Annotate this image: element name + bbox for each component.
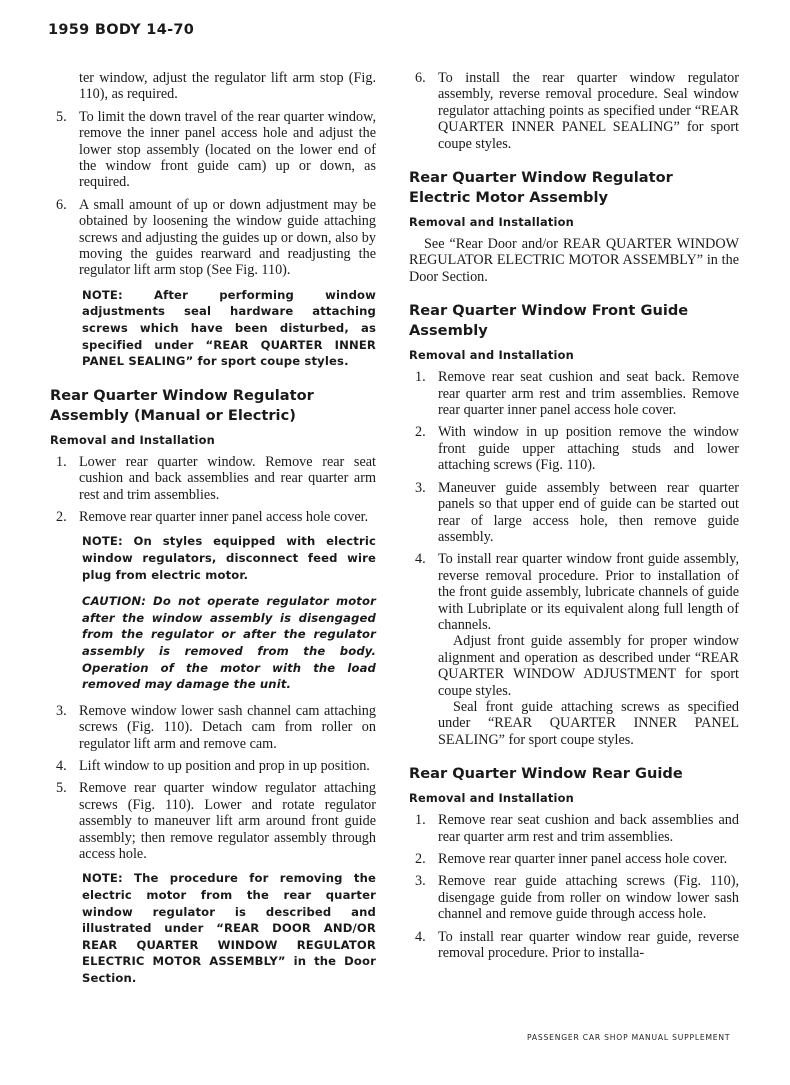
subsection-title: Removal and Installation [50,432,215,447]
list-item [409,551,739,633]
page-footer: PASSENGER CAR SHOP MANUAL SUPPLEMENT [527,1033,731,1042]
item-text: Remove window lower sash channel cam attaching screws (Fig. 110). Detach cam from roller on regulator lift arm and remove cam. [79,702,376,752]
item-text: Remove rear seat cushion and back assemblies and rear quarter arm rest and trim assemblies. [438,812,739,845]
list-item [50,109,376,191]
list-item [409,812,739,845]
item-text: Lower rear quarter window. Remove rear seat cushion and back assemblies and rear quarter arm rest and trim assemblies. [79,453,376,503]
item-number: 1. [415,812,426,829]
item-text: To limit the down travel of the rear quarter window, remove the inner panel access hole and adjust the lower stop assembly (located on the lower end of the window front guide cam) up or down, as required. [79,108,376,191]
paragraph-adjust: Adjust front guide assembly for proper window alignment and operation as described under “REAR QUARTER WINDOW ADJUSTMENT for sport coupe styles. [438,633,739,699]
item-text: Remove rear seat cushion and seat back. Remove rear quarter arm rest and trim assemblies. Remove rear quarter inner panel access hole cover. [438,369,739,419]
list-item [409,873,739,922]
section-title-front-guide: Rear Quarter Window Front Guide Assembly [409,302,689,340]
item-number: 2. [56,509,67,526]
list-item [50,703,376,752]
item-text: With window in up position remove the window front guide upper attaching studs and lower attaching screws (Fig. 110). [438,424,739,474]
item-number: 4. [56,758,67,775]
section-title-regulator-assembly: Rear Quarter Window Regulator Assembly (Manual or Electric) [50,386,314,424]
item-text: A small amount of up or down adjustment may be obtained by loosening the window guide attaching screws and adjusting the guides up or down, also by moving the guides rearward and readjusting the regulator lift arm stop (See Fig. 110). [79,196,376,279]
subsection-title: Removal and Installation [409,215,574,230]
item-number: 3. [56,702,67,719]
item-text: Remove rear quarter inner panel access hole cover. [79,509,369,526]
subsection-title: Removal and Installation [409,348,574,363]
paragraph-seal: Seal front guide attaching screws as specified under “REAR QUARTER INNER PANEL SEALING” for sport coupe styles. [438,698,739,748]
item-number: 4. [415,551,426,568]
list-item [409,480,739,546]
item-text: Lift window to up position and prop in up position. [79,758,370,775]
list-item [409,70,739,152]
paragraph: See “Rear Door and/or REAR QUARTER WINDOW REGULATOR ELECTRIC MOTOR ASSEMBLY” in the Door Section. [409,236,739,285]
item-text: To install rear quarter window front guide assembly, reverse removal procedure. Prior to installation of the front guide assembly, lubricate channels of guide with Lubriplate or its equivalent along full length of channels. [438,551,739,633]
item-text: Remove rear guide attaching screws (Fig. 110), disengage guide from roller on window lower sash channel and remove guide through access hole. [438,873,739,923]
continued-paragraph: ter window, adjust the regulator lift arm stop (Fig. 110), as required. [79,70,376,103]
subsection-title: Removal and Installation [409,791,574,806]
item-number: 6. [415,70,426,86]
list-item [50,454,376,503]
note-electric-motor: NOTE: The procedure for removing the electric motor from the rear quarter window regulator is described and illustrated under “REAR DOOR AND/OR REAR QUARTER WINDOW REGULATOR ELECTRIC MOTOR ASSEMBLY” in the Door Section. [82,871,376,986]
item-number: 2. [415,851,426,867]
list-item [409,369,739,418]
item-text: Remove rear quarter window regulator attaching screws (Fig. 110). Lower and rotate regulator assembly to maneuver lift arm around front guide assembly; then remove regulator assembly through access hole. [79,780,376,863]
item-number: 6. [56,196,67,213]
item-number: 1. [56,453,67,470]
item-text: To install the rear quarter window regulator assembly, reverse removal procedure. Seal window regulator attaching points as specified under “REAR QUARTER INNER PANEL SEALING” for sport coupe styles. [438,70,739,152]
list-item [50,197,376,279]
list-item [50,758,376,774]
item-text: To install rear quarter window rear guide, reverse removal procedure. Prior to installa- [438,928,739,962]
item-text: Maneuver guide assembly between rear quarter panels so that upper end of guide can be started out rear of large access hole, then remove guide assembly. [438,479,739,545]
section-title-electric-motor: Rear Quarter Window Regulator Electric Motor Assembly [409,169,673,207]
item-number: 2. [415,424,426,441]
item-number: 1. [415,369,426,386]
item-text: Remove rear quarter inner panel access hole cover. [438,851,728,867]
list-item [50,509,376,525]
item-number: 5. [56,108,67,125]
list-item [409,851,739,867]
item-number: 4. [415,928,426,945]
item-number: 5. [56,780,67,797]
item-number: 3. [415,479,426,496]
section-title-rear-guide: Rear Quarter Window Rear Guide [409,765,683,783]
list-item [409,929,739,962]
list-item [50,780,376,862]
page-header: 1959 BODY 14-70 [48,22,195,38]
note-electric-regulators: NOTE: On styles equipped with electric window regulators, disconnect feed wire plug from electric motor. [82,534,376,582]
left-column [50,70,376,997]
list-item [409,424,739,473]
right-column [409,70,739,967]
item-number: 3. [415,873,426,890]
note-sealing: NOTE: After performing window adjustments seal hardware attaching screws which have been disturbed, as specified under “REAR QUARTER INNER PANEL SEALING” for sport coupe styles. [82,287,376,369]
caution-note: CAUTION: Do not operate regulator motor after the window assembly is disengaged from the regulator or after the regulator assembly is removed from the body. Operation of the motor with the load removed may damage the unit. [82,594,376,692]
